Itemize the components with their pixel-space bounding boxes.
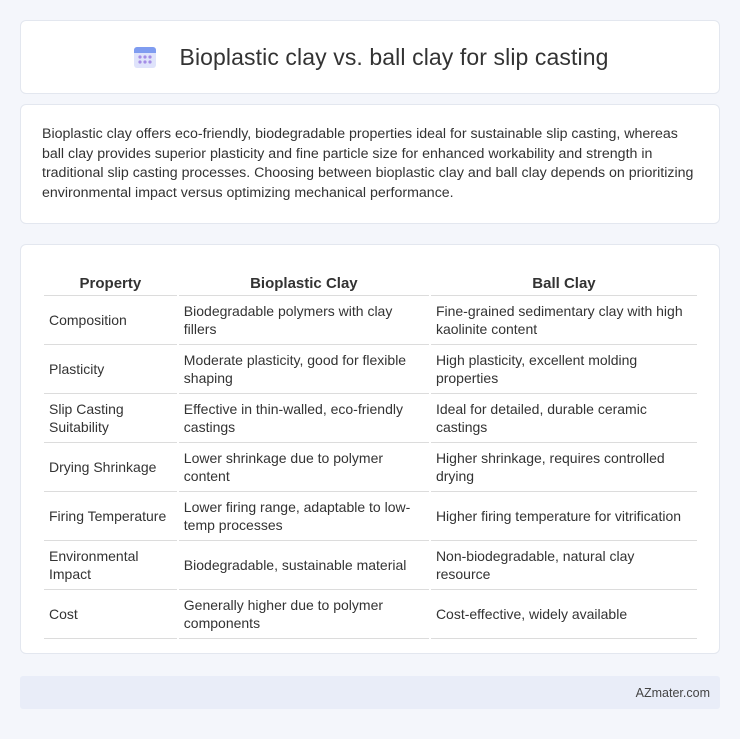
table-row: [44, 394, 697, 443]
footer-site-name: AZmater.com: [635, 685, 710, 700]
property-cell: Environmental Impact: [44, 541, 177, 590]
ball-clay-cell: Higher firing temperature for vitrification: [431, 492, 697, 541]
table-row: [44, 541, 697, 590]
ball-clay-cell: Cost-effective, widely available: [431, 590, 697, 639]
header-property: Property: [44, 265, 177, 296]
title-card: [20, 20, 720, 94]
table-row: [44, 492, 697, 541]
ball-clay-cell: Higher shrinkage, requires controlled drying: [431, 443, 697, 492]
ball-clay-cell: Ideal for detailed, durable ceramic castings: [431, 394, 697, 443]
table-header-row: [44, 265, 697, 296]
comparison-table: [42, 265, 699, 639]
property-cell: Slip Casting Suitability: [44, 394, 177, 443]
page-title: Bioplastic clay vs. ball clay for slip casting: [179, 43, 609, 70]
bioplastic-cell: Generally higher due to polymer components: [179, 590, 429, 639]
property-cell: Drying Shrinkage: [44, 443, 177, 492]
bioplastic-cell: Lower shrinkage due to polymer content: [179, 443, 429, 492]
header-bioplastic-clay: Bioplastic Clay: [179, 265, 429, 296]
table-row: [44, 443, 697, 492]
property-cell: Plasticity: [44, 345, 177, 394]
ball-clay-cell: High plasticity, excellent molding properties: [431, 345, 697, 394]
property-cell: Composition: [44, 296, 177, 345]
header-ball-clay: Ball Clay: [431, 265, 697, 296]
table-row: [44, 590, 697, 639]
bioplastic-cell: Moderate plasticity, good for flexible shaping: [179, 345, 429, 394]
intro-card: [20, 104, 720, 224]
bioplastic-cell: Effective in thin-walled, eco-friendly castings: [179, 394, 429, 443]
table-row: [44, 296, 697, 345]
table-row: [44, 345, 697, 394]
property-cell: Firing Temperature: [44, 492, 177, 541]
comparison-card: [20, 244, 720, 654]
calendar-grid-icon: [132, 44, 158, 70]
footer-bar: [20, 676, 720, 709]
ball-clay-cell: Non-biodegradable, natural clay resource: [431, 541, 697, 590]
property-cell: Cost: [44, 590, 177, 639]
intro-paragraph: Bioplastic clay offers eco-friendly, biodegradable properties ideal for sustainable slip casting, whereas ball clay provides superior plasticity and fine particle size for enhanced workability and strength in traditional slip casting processes. Choosing between bioplastic clay and ball clay depends on prioritizing environmental impact versus optimizing mechanical performance.: [42, 126, 694, 201]
title-wrap: [132, 44, 609, 71]
bioplastic-cell: Lower firing range, adaptable to low-temp processes: [179, 492, 429, 541]
ball-clay-cell: Fine-grained sedimentary clay with high kaolinite content: [431, 296, 697, 345]
bioplastic-cell: Biodegradable polymers with clay fillers: [179, 296, 429, 345]
bioplastic-cell: Biodegradable, sustainable material: [179, 541, 429, 590]
